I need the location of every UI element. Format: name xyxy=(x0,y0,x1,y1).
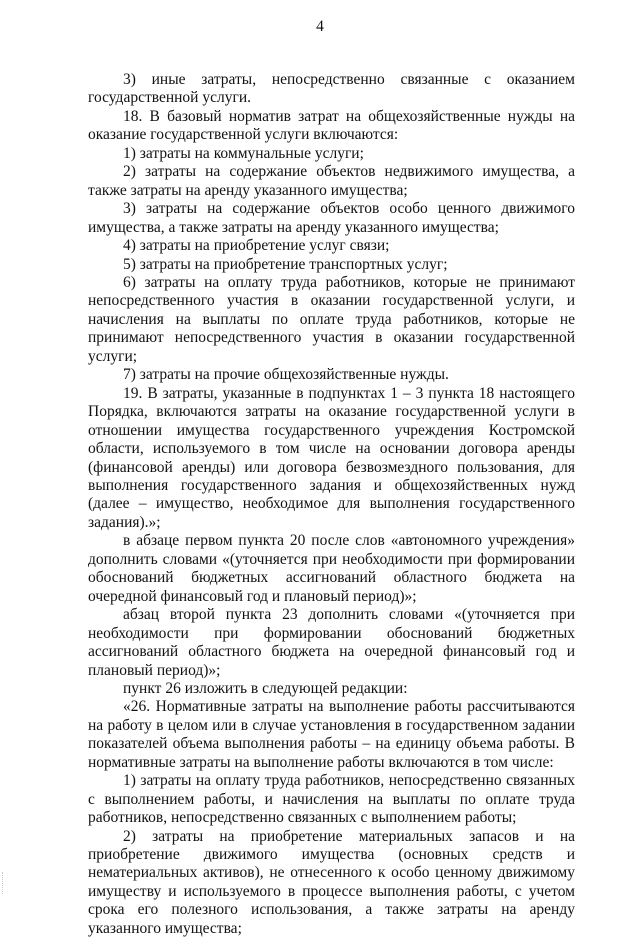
page-number: 4 xyxy=(316,18,324,35)
list-item: 1) затраты на коммунальные услуги; xyxy=(123,144,364,162)
paragraph: 18. В базовый норматив затрат на общехозяйственные нужды на оказание государственной услуги включаются: xyxy=(88,107,575,144)
list-item: 1) затраты на оплату труда работников, непосредственно связанных с выполнением работы, и начисления на выплаты по оплате труда работников, непосредственно связанных с выполнением работы; xyxy=(88,772,575,827)
document-body xyxy=(88,71,575,938)
list-item: 2) затраты на приобретение материальных запасов и на приобретение движимого имущества (основных средств и нематериальных активов), не отнесенного к особо ценному движимому имуществу и используемого в процессе выполнения работы, с учетом срока его полезного использования, а также затраты на аренду указанного имущества; xyxy=(88,827,575,937)
list-item: 2) затраты на содержание объектов недвижимого имущества, а также затраты на аренду указанного имущества; xyxy=(88,163,575,199)
list-item: 5) затраты на приобретение транспортных услуг; xyxy=(123,255,448,273)
paragraph: абзац второй пункта 23 дополнить словами «(уточняется при необходимости при формировании обоснований бюджетных ассигнований областного бюджета на очередной финансовый год и плановый период)»; xyxy=(88,606,575,679)
paragraph: 19. В затраты, указанные в подпунктах 1 – 3 пункта 18 настоящего Порядка, включаются затраты на оказание государственной услуги в отношении имущества государственного учреждения Костромской области, используемого в том числе на основании договора аренды (финансовой аренды) или договора безвозмездного пользования, для выполнения государственного задания и общехозяйственных нужд (далее – имущество, необходимое для выполнения государственного задания).»; xyxy=(88,384,575,531)
paragraph: «26. Нормативные затраты на выполнение работы рассчитываются на работу в целом или в случае установления в государственном задании показателей объема выполнения работы – на единицу объема работы. В нормативные затраты на выполнение работы включаются в том числе: xyxy=(88,698,575,771)
list-item: 7) затраты на прочие общехозяйственные нужды. xyxy=(123,366,449,384)
list-item: 6) затраты на оплату труда работников, которые не принимают непосредственного участия в оказании государственной услуги, и начисления на выплаты по оплате труда работников, которые не принимают непосредственного участия в оказании государственной услуги; xyxy=(88,273,575,365)
list-item: 3) затраты на содержание объектов особо ценного движимого имущества, а также затраты на аренду указанного имущества; xyxy=(88,200,575,236)
paragraph: пункт 26 изложить в следующей редакции: xyxy=(123,679,408,697)
paragraph: 3) иные затраты, непосредственно связанные с оказанием государственной услуги. xyxy=(88,71,575,107)
paragraph: в абзаце первом пункта 20 после слов «автономного учреждения» дополнить словами «(уточняется при необходимости при формировании обоснований бюджетных ассигнований областного бюджета на очередной финансовый год и плановый период)»; xyxy=(88,532,575,605)
scan-margin-mark xyxy=(2,872,7,894)
list-item: 4) затраты на приобретение услуг связи; xyxy=(123,237,390,255)
